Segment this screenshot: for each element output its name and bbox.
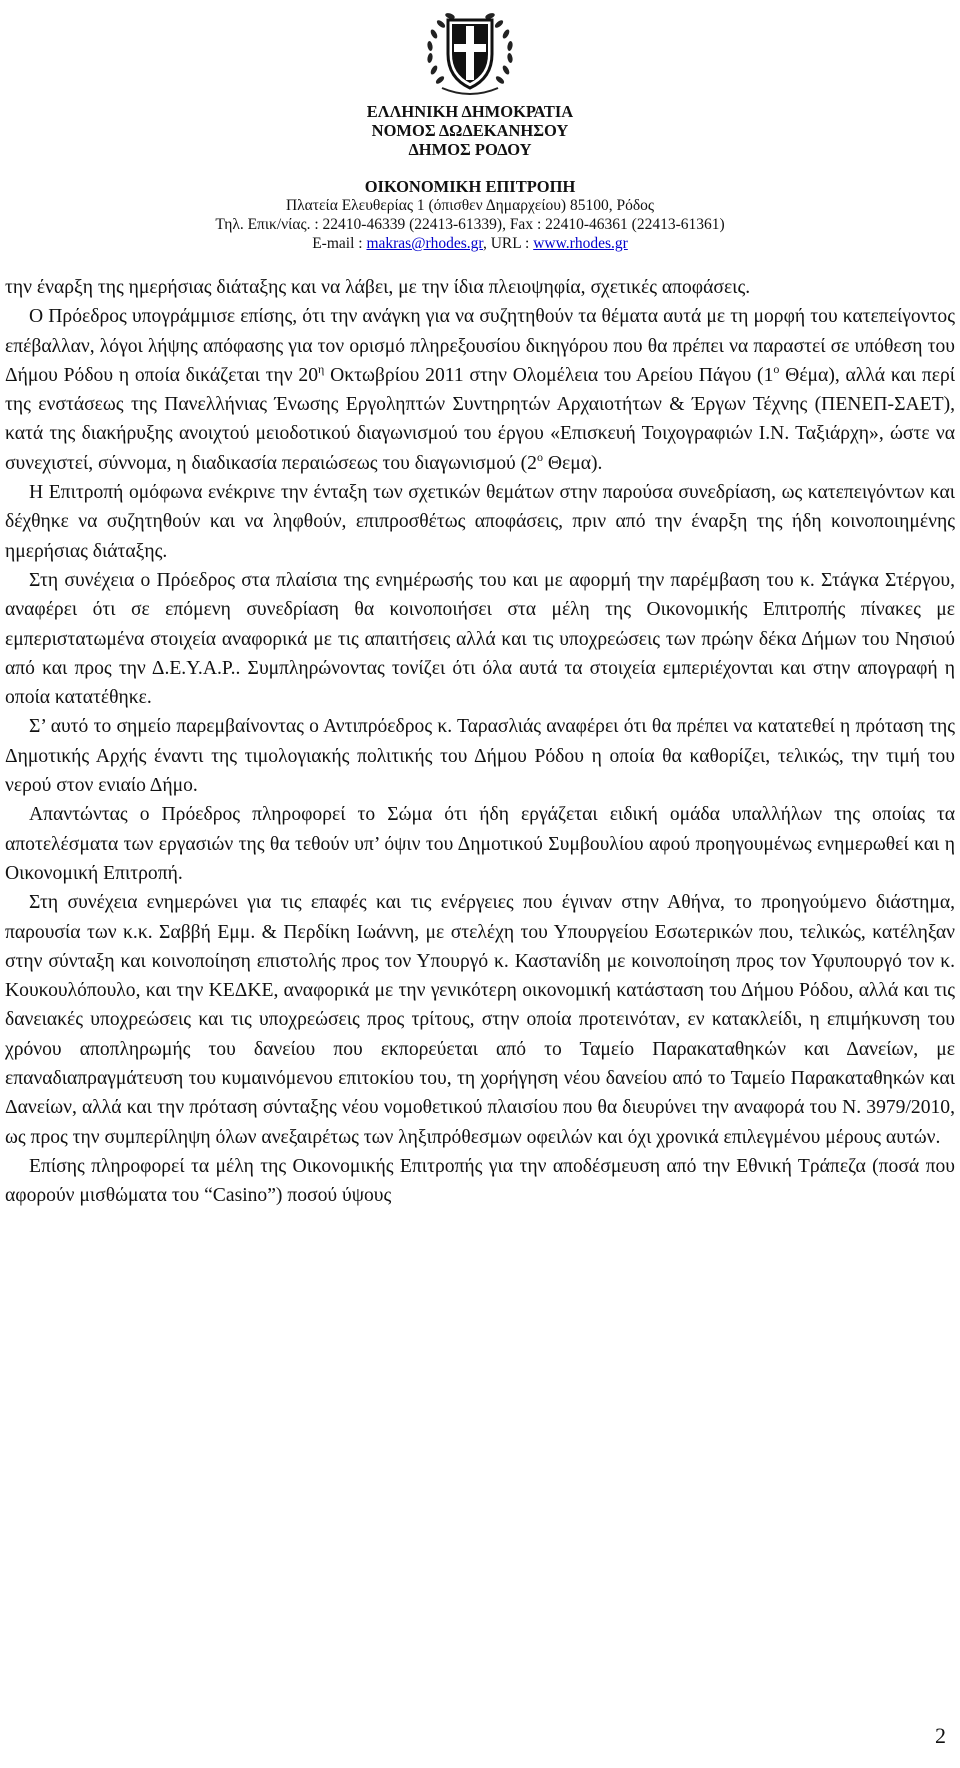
email-label: E-mail :: [312, 235, 367, 252]
prefecture-title: ΝΟΜΟΣ ΔΩΔΕΚΑΝΗΣΟΥ: [371, 121, 569, 140]
letterhead: [5, 2, 935, 253]
url-label: , URL :: [482, 235, 534, 252]
phone-line: Τηλ. Επικ/νίας. : 22410-46339 (22413-61339), Fax : 22410-46361 (22413-61361): [215, 216, 725, 233]
url-link[interactable]: www.rhodes.gr: [533, 235, 628, 252]
greek-coat-of-arms-icon: [420, 2, 520, 102]
republic-title: ΕΛΛΗΝΙΚΗ ΔΗΜΟΚΡΑΤΙΑ: [366, 102, 574, 121]
paragraph: Επίσης πληροφορεί τα μέλη της Οικονομικής Επιτροπής για την αποδέσμευση από την Εθνική Τράπεζα (ποσά που αφορούν μισθώματα του “Casino”) ποσού ύψους: [5, 1155, 955, 1207]
paragraph: Η Επιτροπή ομόφωνα ενέκρινε την ένταξη των σχετικών θεμάτων στην παρούσα συνεδρίαση, ως κατεπειγόντων και δέχθηκε να συζητηθούν και να ληφθούν, επιπροσθέτως αποφάσεις, πριν από την έναρξη της ήδη κοινοποιημένης ημερήσιας διάταξης.: [5, 482, 955, 562]
address-line: Πλατεία Ελευθερίας 1 (όπισθεν Δημαρχείου) 85100, Ρόδος: [285, 197, 655, 214]
superscript: ο: [773, 361, 780, 376]
document-page: [0, 2, 960, 1768]
municipality-title: ΔΗΜΟΣ ΡΟΔΟΥ: [408, 140, 532, 159]
superscript: η: [318, 361, 325, 376]
superscript: ο: [536, 449, 543, 464]
contact-line: [5, 234, 935, 253]
document-body: [5, 273, 955, 1211]
paragraph: Στη συνέχεια ο Πρόεδρος στα πλαίσια της ενημέρωσής του και με αφορμή την παρέμβαση του κ. Στάγκα Στέργου, αναφέρει ότι σε επόμενη συνεδρίαση θα κοινοποιήσει στα μέλη της Οικονομικής Επιτροπής πίνακες με εμπεριστατωμένα στοιχεία αναφορικά με τις απαιτήσεις αλλά και τις υποχρεώσεις των πρώην δέκα Δήμων του Νησιού από και προς την Δ.Ε.Υ.Α.Ρ.. Συμπληρώνοντας τονίζει ότι όλα αυτά τα στοιχεία εμπεριέχονται και στην απογραφή η οποία κατατέθηκε.: [5, 569, 955, 709]
paragraph: Ο Πρόεδρος υπογράμμισε επίσης, ότι την ανάγκη για να συζητηθούν τα θέματα αυτά με τη μορφή του κατεπείγοντος επέβαλλαν, λόγοι λήψης απόφασης για τον ορισμό πληρεξουσίου δικηγόρου που θα πρέπει να παραστεί σε υπόθεση του Δήμου Ρόδου η οποία δικάζεται την $20^\eta$ Οκτωβρίου 2011 στην Ολομέλεια του Αρείου Πάγου ($1^o$ Θέμα), αλλά και περί της ενστάσεως της Πανελλήνιας Ένωσης Εργοληπτών Συντηρητών Αρχαιοτήτων & Έργων Τέχνης (ΠΕΝΕΠ-ΣΑΕΤ), κατά της διακήρυξης ανοιχτού μειοδοτικού διαγωνισμού του έργου «Επισκευή Τοιχογραφιών Ι.Ν. Ταξιάρχη», ώστε να συνεχιστεί, σύννομα, η διαδικασία περαιώσεως του διαγωνισμού ($2^o$ Θεμα).: [5, 306, 956, 474]
email-link[interactable]: makras@rhodes.gr: [366, 235, 483, 252]
paragraph: Σ’ αυτό το σημείο παρεμβαίνοντας ο Αντιπρόεδρος κ. Ταρασλιάς αναφέρει ότι θα πρέπει να κατατεθεί η πρόταση της Δημοτικής Αρχής έναντι της τιμολογιακής πολιτικής του Δήμου Ρόδου η οποία θα καθορίζει, τελικώς, την τιμή του νερού στον ενιαίο Δήμο.: [5, 716, 955, 797]
paragraph: Απαντώντας ο Πρόεδρος πληροφορεί το Σώμα ότι ήδη εργάζεται ειδική ομάδα υπαλλήλων της οποίας τα αποτελέσματα των εργασιών της θα τεθούν υπ’ όψιν του Δημοτικού Συμβουλίου αφού προηγουμένως ενημερωθεί και η Οικονομική Επιτροπή.: [5, 804, 955, 884]
paragraph: την έναρξη της ημερήσιας διάταξης και να λάβει, με την ίδια πλειοψηφία, σχετικές αποφάσεις.: [5, 277, 751, 298]
page-number: 2: [935, 1723, 946, 1748]
paragraph: Στη συνέχεια ενημερώνει για τις επαφές και τις ενέργειες που έγιναν στην Αθήνα, το προηγούμενο διάστημα, παρουσία των κ.κ. Σαββή Εμμ. & Περδίκη Ιωάννη, με στελέχη του Υπουργείου Εσωτερικών που, τελικώς, κατέληξαν στην σύνταξη και κοινοποίηση επιστολής προς τον Υπουργό κ. Καστανίδη με κοινοποίηση προς τον Υφυπουργό τον κ. Κουκουλόπουλο, και την ΚΕΔΚΕ, αναφορικά με την γενικότερη οικονομική κατάσταση του Δήμου Ρόδου, αλλά και τις δανειακές υποχρεώσεις και τις υποχρεώσεις προς τρίτους, στην οποία προτεινόταν, εν κατακλείδι, η επιμήκυνση του χρόνου αποπληρωμής του δανείου που εκπορεύεται από το Ταμείο Παρακαταθηκών και Δανείων, με επαναδιαπραγμάτευση του κυμαινόμενου επιτοκίου του, τη χορήγηση νέου δανείου από το Ταμείο Παρακαταθηκών και Δανείων, αλλά και την πρόταση σύνταξης νέου νομοθετικού πλαισίου που θα διευρύνει την αναφορά του Ν. 3979/2010, ως προς την συμπερίληψη όλων ανεξαιρέτως των ληξιπρόθεσμων οφειλών και όχι χρονικά επιλεγμένου μέρους αυτών.: [5, 892, 955, 1148]
committee-title: ΟΙΚΟΝΟΜΙΚΗ ΕΠΙΤΡΟΠΗ: [364, 177, 576, 196]
